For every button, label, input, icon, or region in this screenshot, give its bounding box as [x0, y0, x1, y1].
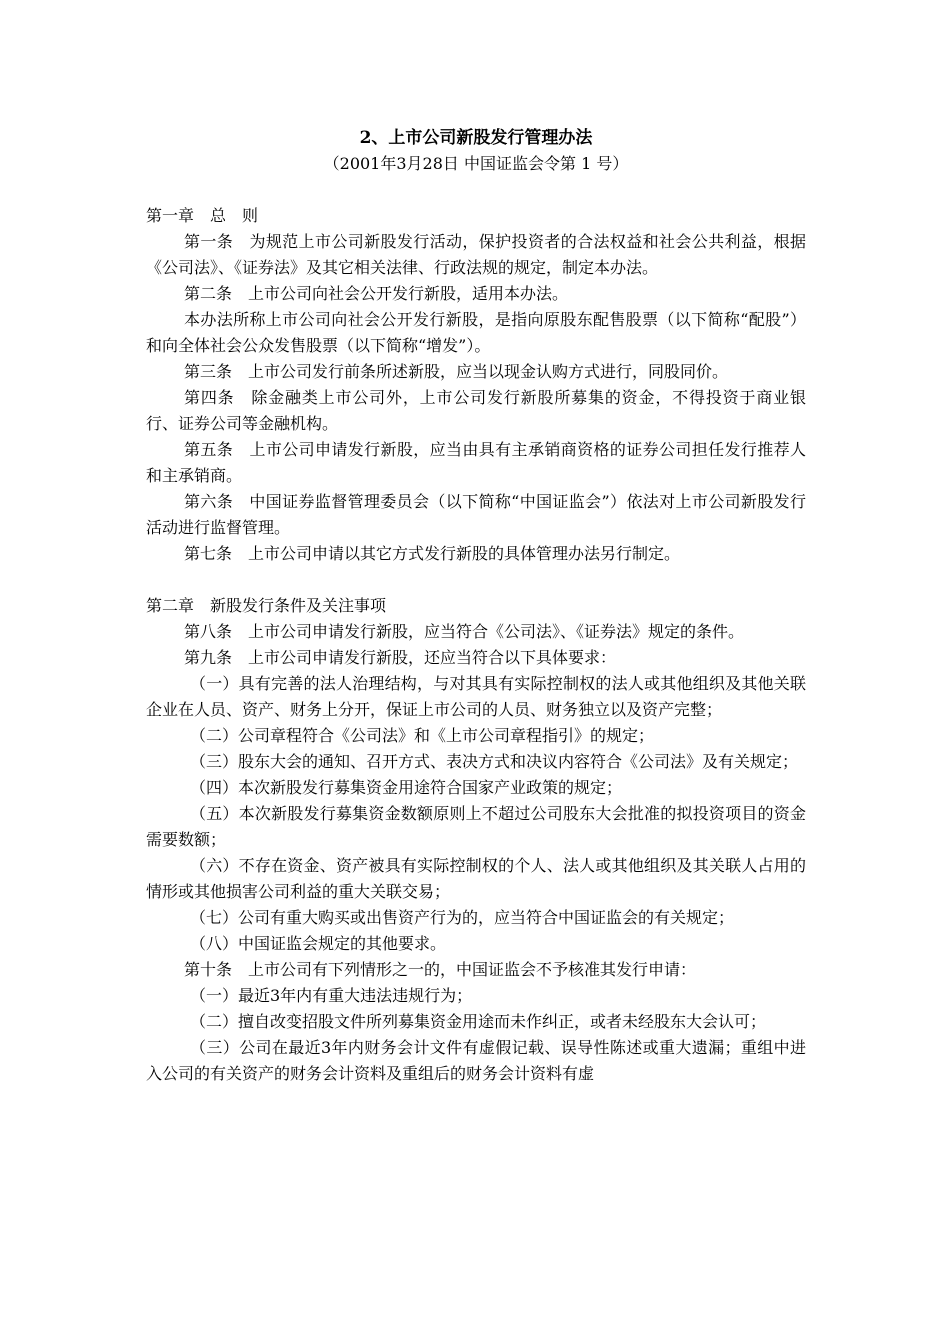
article-3: 第三条 上市公司发行前条所述新股，应当以现金认购方式进行，同股同价。	[184, 362, 729, 381]
article-4: 第四条 除金融类上市公司外，上市公司发行新股所募集的资金，不得投资于商业银行、证券公司等金融机构。	[146, 388, 806, 433]
article-9-item: （三）股东大会的通知、召开方式、表决方式和决议内容符合《公司法》及有关规定；	[190, 752, 799, 771]
article-9-item: （五）本次新股发行募集资金数额原则上不超过公司股东大会批准的拟投资项目的资金需要数额；	[146, 804, 806, 849]
article-9-item: （八）中国证监会规定的其他要求。	[190, 934, 447, 953]
article-10-item: （三）公司在最近3年内财务会计文件有虚假记载、误导性陈述或重大遗漏；重组中进入公司的有关资产的财务会计资料及重组后的财务会计资料有虚	[146, 1038, 806, 1083]
article-9-item: （一）具有完善的法人治理结构，与对其具有实际控制权的法人或其他组织及其他关联企业在人员、资产、财务上分开，保证上市公司的人员、财务独立以及资产完整；	[146, 674, 806, 719]
article-9-item: （四）本次新股发行募集资金用途符合国家产业政策的规定；	[190, 778, 623, 797]
article-9: 第九条 上市公司申请发行新股，还应当符合以下具体要求：	[184, 648, 617, 667]
spacer	[146, 567, 806, 593]
article-10: 第十条 上市公司有下列情形之一的，中国证监会不予核准其发行申请：	[184, 960, 697, 979]
chapter-heading: 第二章 新股发行条件及关注事项	[146, 596, 387, 615]
article-5: 第五条 上市公司申请发行新股，应当由具有主承销商资格的证券公司担任发行推荐人和主承销商。	[146, 440, 806, 485]
article-10-item: （一）最近3年内有重大违法违规行为；	[190, 986, 473, 1005]
article-10-item: （二）擅自改变招股文件所列募集资金用途而未作纠正，或者未经股东大会认可；	[190, 1012, 767, 1031]
article-9-item: （六）不存在资金、资产被具有实际控制权的个人、法人或其他组织及其关联人占用的情形或其他损害公司利益的重大关联交易；	[146, 856, 806, 901]
article-8: 第八条 上市公司申请发行新股，应当符合《公司法》、《证券法》规定的条件。	[184, 622, 745, 641]
document-title: 2、上市公司新股发行管理办法	[359, 128, 593, 148]
chapter-2	[146, 593, 806, 1087]
article-6: 第六条 中国证券监督管理委员会（以下简称“中国证监会”）依法对上市公司新股发行活动进行监督管理。	[146, 492, 806, 537]
chapter-1	[146, 203, 806, 567]
article-7: 第七条 上市公司申请以其它方式发行新股的具体管理办法另行制定。	[184, 544, 681, 563]
chapter-heading: 第一章 总 则	[146, 206, 259, 225]
article-1: 第一条 为规范上市公司新股发行活动，保护投资者的合法权益和社会公共利益，根据《公司法》、《证券法》及其它相关法律、行政法规的规定，制定本办法。	[146, 232, 806, 277]
document-subtitle: （2001年3月28日 中国证监会令第 1 号）	[323, 154, 629, 173]
spacer	[146, 177, 806, 203]
document-page	[146, 125, 806, 1087]
article-2: 第二条 上市公司向社会公开发行新股，适用本办法。	[184, 284, 569, 303]
article-9-item: （七）公司有重大购买或出售资产行为的，应当符合中国证监会的有关规定；	[190, 908, 735, 927]
article-2-definition: 本办法所称上市公司向社会公开发行新股，是指向原股东配售股票（以下简称“配股”）和向全体社会公众发售股票（以下简称“增发”）。	[146, 310, 806, 355]
article-9-item: （二）公司章程符合《公司法》和《上市公司章程指引》的规定；	[190, 726, 655, 745]
